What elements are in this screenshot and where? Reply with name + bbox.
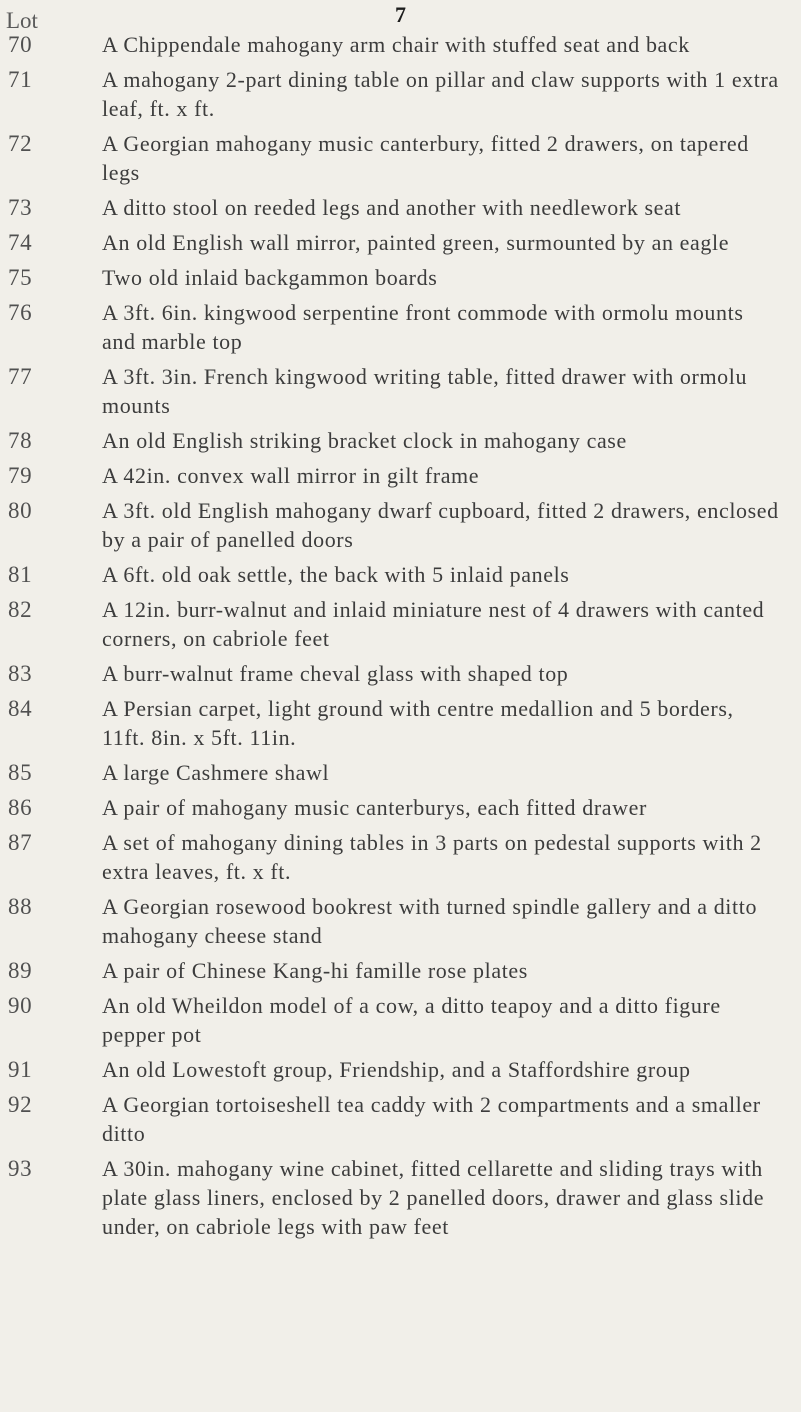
lot-number: 76 bbox=[8, 300, 33, 325]
lot-number: 87 bbox=[8, 830, 33, 855]
lot-entry bbox=[0, 956, 801, 985]
lot-description: Two old inlaid backgammon boards bbox=[102, 265, 438, 290]
lot-number: 73 bbox=[8, 195, 33, 220]
lot-entry bbox=[0, 758, 801, 787]
lot-entry bbox=[0, 793, 801, 822]
lot-description: A Georgian tortoiseshell tea caddy with 2 compartments and a smaller ditto bbox=[102, 1092, 761, 1146]
lot-description: A 3ft. 6in. kingwood serpentine front commode with ormolu mounts and marble top bbox=[102, 300, 744, 354]
lot-number: 91 bbox=[8, 1057, 33, 1082]
lot-number: 82 bbox=[8, 597, 33, 622]
lot-number: 88 bbox=[8, 894, 33, 919]
lot-description: A pair of mahogany music canterburys, each fitted drawer bbox=[102, 795, 647, 820]
lot-description: A pair of Chinese Kang-hi famille rose plates bbox=[102, 958, 528, 983]
lot-number: 78 bbox=[8, 428, 33, 453]
lot-number: 89 bbox=[8, 958, 33, 983]
lot-description: A mahogany 2-part dining table on pillar and claw supports with 1 extra leaf, ft. x ft. bbox=[102, 67, 779, 121]
lot-number: 72 bbox=[8, 131, 33, 156]
lot-entry bbox=[0, 461, 801, 490]
lot-number: 70 bbox=[8, 32, 33, 57]
lot-number: 93 bbox=[8, 1156, 33, 1181]
lot-description: An old English striking bracket clock in mahogany case bbox=[102, 428, 627, 453]
lot-description: A Georgian mahogany music canterbury, fitted 2 drawers, on tapered legs bbox=[102, 131, 749, 185]
lot-description: A 12in. burr-walnut and inlaid miniature nest of 4 drawers with canted corners, on cabriole feet bbox=[102, 597, 765, 651]
lot-description: A large Cashmere shawl bbox=[102, 760, 330, 785]
lot-entry bbox=[0, 991, 801, 1049]
lot-description: A ditto stool on reeded legs and another with needlework seat bbox=[102, 195, 682, 220]
lot-list bbox=[0, 30, 801, 1247]
lot-number: 77 bbox=[8, 364, 33, 389]
lot-number: 81 bbox=[8, 562, 33, 587]
lot-number: 86 bbox=[8, 795, 33, 820]
lot-entry bbox=[0, 828, 801, 886]
lot-number: 85 bbox=[8, 760, 33, 785]
lot-column-header: Lot bbox=[6, 8, 38, 33]
lot-entry bbox=[0, 1055, 801, 1084]
lot-number: 79 bbox=[8, 463, 33, 488]
lot-entry bbox=[0, 892, 801, 950]
lot-number: 74 bbox=[8, 230, 33, 255]
lot-description: An old English wall mirror, painted green, surmounted by an eagle bbox=[102, 230, 730, 255]
lot-description: A 42in. convex wall mirror in gilt frame bbox=[102, 463, 480, 488]
lot-number: 83 bbox=[8, 661, 33, 686]
lot-entry bbox=[0, 263, 801, 292]
lot-description: A Persian carpet, light ground with centre medallion and 5 borders, 11ft. 8in. x 5ft. 11in. bbox=[102, 696, 734, 750]
lot-entry bbox=[0, 560, 801, 589]
lot-description: A Georgian rosewood bookrest with turned spindle gallery and a ditto mahogany cheese stand bbox=[102, 894, 758, 948]
lot-entry bbox=[0, 298, 801, 356]
lot-description: A 3ft. 3in. French kingwood writing table, fitted drawer with ormolu mounts bbox=[102, 364, 748, 418]
lot-entry bbox=[0, 659, 801, 688]
lot-number: 92 bbox=[8, 1092, 33, 1117]
lot-entry bbox=[0, 65, 801, 123]
lot-entry bbox=[0, 228, 801, 257]
lot-entry bbox=[0, 30, 801, 59]
lot-description: A 6ft. old oak settle, the back with 5 inlaid panels bbox=[102, 562, 570, 587]
lot-entry bbox=[0, 362, 801, 420]
lot-description: A 30in. mahogany wine cabinet, fitted cellarette and sliding trays with plate glass liners, enclosed by 2 panelled doors, drawer and glass slide under, on cabriole legs with paw feet bbox=[102, 1156, 765, 1239]
lot-number: 80 bbox=[8, 498, 33, 523]
lot-description: An old Wheildon model of a cow, a ditto teapoy and a ditto figure pepper pot bbox=[102, 993, 721, 1047]
lot-description: A set of mahogany dining tables in 3 parts on pedestal supports with 2 extra leaves, ft. x ft. bbox=[102, 830, 762, 884]
lot-number: 71 bbox=[8, 67, 33, 92]
lot-description: A 3ft. old English mahogany dwarf cupboard, fitted 2 drawers, enclosed by a pair of panelled doors bbox=[102, 498, 779, 552]
lot-description: A burr-walnut frame cheval glass with shaped top bbox=[102, 661, 569, 686]
lot-entry bbox=[0, 193, 801, 222]
lot-number: 90 bbox=[8, 993, 33, 1018]
lot-description: A Chippendale mahogany arm chair with stuffed seat and back bbox=[102, 32, 690, 57]
lot-entry bbox=[0, 426, 801, 455]
lot-entry bbox=[0, 595, 801, 653]
lot-entry bbox=[0, 1090, 801, 1148]
lot-entry bbox=[0, 496, 801, 554]
lot-description: An old Lowestoft group, Friendship, and a Staffordshire group bbox=[102, 1057, 691, 1082]
lot-entry bbox=[0, 694, 801, 752]
page-number: 7 bbox=[395, 2, 406, 27]
lot-number: 75 bbox=[8, 265, 33, 290]
lot-entry bbox=[0, 129, 801, 187]
lot-number: 84 bbox=[8, 696, 33, 721]
lot-entry bbox=[0, 1154, 801, 1241]
